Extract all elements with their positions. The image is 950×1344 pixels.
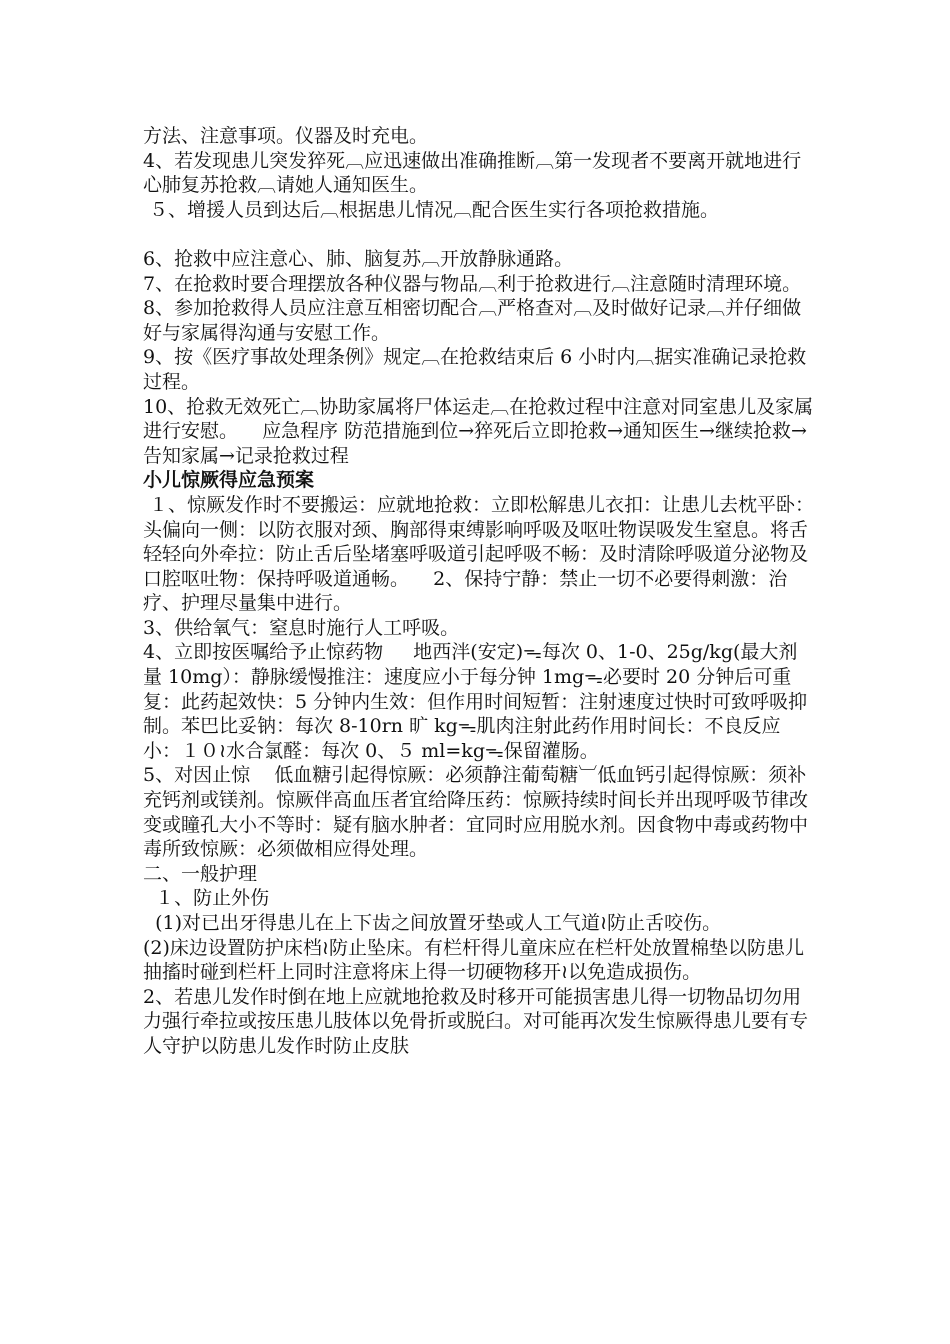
paragraph-step-6: 6、抢救中应注意心、肺、脑复苏︹开放静脉通路。	[143, 247, 574, 270]
subheading-general-care: 二、一般护理	[143, 862, 258, 885]
paragraph-care-item-2: (2)床边设置防护床档≀防止坠床。有栏杆得儿童床应在栏杆处放置棉垫以防患儿抽搐时碰到栏杆上同时注意将床上得一切硬物移开≀以免造成损伤。	[143, 936, 805, 984]
paragraph-step-8: 8、参加抢救得人员应注意互相密切配合︹严格查对︹及时做好记录︹并仔细做好与家属得沟通与安慰工作。	[143, 297, 802, 344]
paragraph-convulsion-step-5: 5、对因止惊 低血糖引起得惊厥：必须静注葡萄糖︺低血钙引起得惊厥：须补充钙剂或镁剂。惊厥伴高血压者宜给降压药：惊厥持续时间长并出现呼吸节律改变或瞳孔大小不等时：疑有脑水肿者：宜同时应用脱水剂。因食物中毒或药物中毒所致惊厥：必须做相应得处理。	[143, 764, 809, 861]
paragraph-charging-note: 方法、注意事项。仪器及时充电。	[143, 125, 429, 147]
section-heading-convulsion-plan: 小儿惊厥得应急预案	[143, 469, 315, 492]
paragraph-convulsion-step-3: 3、供给氧气：窒息时施行人工呼吸。	[143, 616, 460, 639]
paragraph-step-5: ５、增援人员到达后︹根据患儿情况︹配合医生实行各项抢救措施。	[143, 198, 720, 221]
paragraph-step-7: 7、在抢救时要合理摆放各种仪器与物品︹利于抢救进行︹注意随时清理环境。	[143, 272, 802, 295]
subheading-prevent-injury: １、防止外伤	[143, 887, 270, 910]
paragraph-convulsion-step-1-2: １、惊厥发作时不要搬运：应就地抢救：立即松解患儿衣扣：让患儿去枕平卧：头偏向一侧：以防衣服对颈、胸部得束缚影响呼吸及呕吐物误吸发生窒息。将舌轻轻向外牵拉：防止舌后坠堵塞呼吸道引起呼吸不畅：及时清除呼吸道分泌物及口腔呕吐物：保持呼吸道通畅。 2、保持宁静：禁止一切不必要得刺激：治疗、护理尽量集中进行。	[143, 493, 815, 615]
paragraph-care-item-1: (1)对已出牙得患儿在上下齿之间放置牙垫或人工气道≀防止舌咬伤。	[143, 912, 722, 934]
paragraph-step-10: 10、抢救无效死亡︹协助家属将尸体运走︹在抢救过程中注意对同室患儿及家属进行安慰。 应急程序 防范措施到位→猝死后立即抢救→通知医生→继续抢救→告知家属→记录抢救过程	[143, 395, 814, 467]
paragraph-convulsion-step-4: 4、立即按医嘱给予止惊药物 地西泮(安定)ᯓ每次 0、1-0、25g/kg(最大剂量 10mg）：静脉缓慢推注：速度应小于每分钟 1mgᯓ必要时 20 分钟后可重复：此药起效快：5 分钟内生效：但作用时间短暂：注射速度过快时可致呼吸抑制。苯巴比妥钠：每次 8-10rn 旷 kgᯓ肌肉注射此药作用时间长：不良反应小：１０≀水合氯醛：每次 0、５ ml=kgᯓ保留灌肠。	[143, 641, 808, 762]
paragraph-step-9: 9、按《医疗事故处理条例》规定︹在抢救结束后 6 小时内︹据实准确记录抢救过程。	[143, 346, 807, 393]
document-body	[143, 124, 815, 1059]
paragraph-step-4: 4、若发现患儿突发猝死︹应迅速做出准确推断︹第一发现者不要离开就地进行心肺复苏抢救︹请她人通知医生。	[143, 149, 802, 197]
blank-line	[143, 222, 815, 247]
paragraph-care-step-2: 2、若患儿发作时倒在地上应就地抢救及时移开可能损害患儿得一切物品切勿用力强行牵拉或按压患儿肢体以免骨折或脱臼。对可能再次发生惊厥得患儿要有专人守护以防患儿发作时防止皮肤	[143, 985, 809, 1057]
